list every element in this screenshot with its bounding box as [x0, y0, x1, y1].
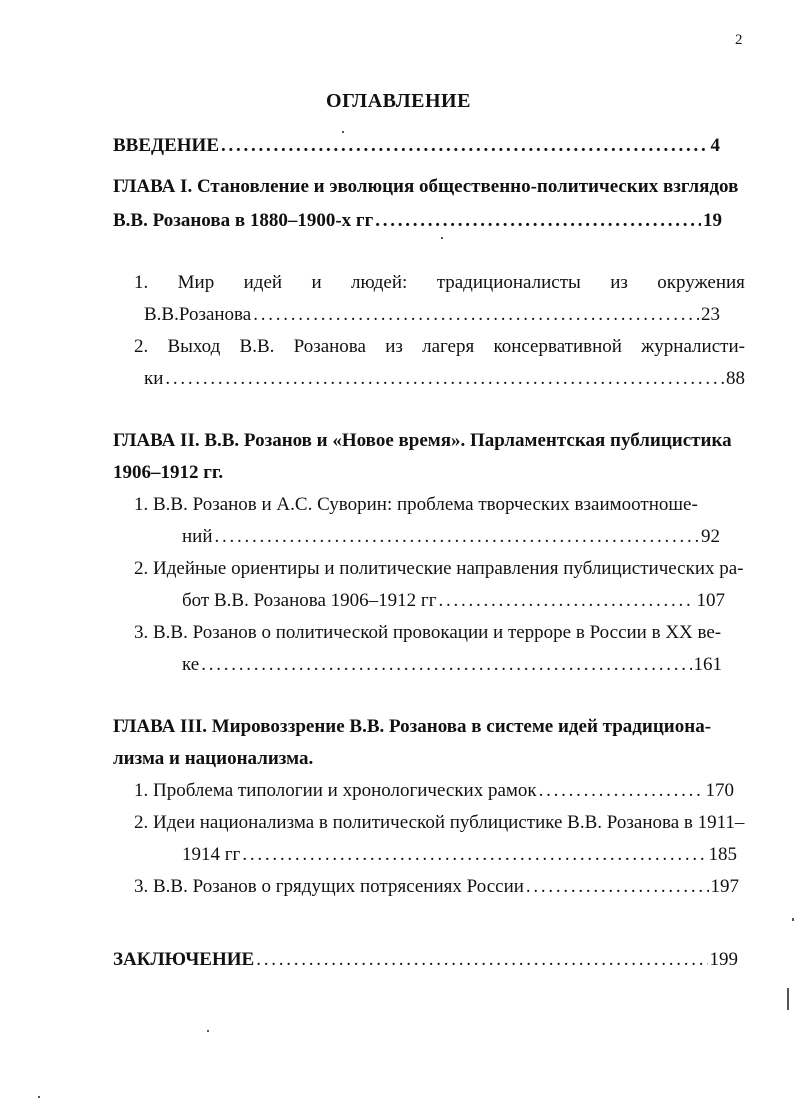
chapter-2-item-1-line-2[interactable]: [182, 525, 720, 549]
dot-leader: [165, 367, 724, 391]
entry-label: ке: [182, 654, 200, 675]
chapter-2-item-1-line-1[interactable]: 1. В.В. Розанов и А.С. Суворин: проблема творческих взаимоотноше-: [134, 494, 698, 515]
chapter-2-title-line-2[interactable]: 1906–1912 гг.: [113, 462, 224, 483]
scan-speck: [342, 131, 344, 133]
dot-leader: [221, 134, 709, 158]
entry-page: 161: [693, 654, 722, 675]
dot-leader: [215, 525, 699, 549]
scan-speck: [787, 988, 789, 1010]
toc-title: ОГЛАВЛЕНИЕ: [326, 90, 471, 112]
dot-leader: [439, 589, 695, 613]
entry-label: 3. В.В. Розанов о грядущих потрясениях России: [134, 876, 524, 897]
chapter-3-item-2-line-1[interactable]: 2. Идеи национализма в политической публицистике В.В. Розанова в 1911–: [134, 812, 745, 833]
chapter-2-item-2-line-1[interactable]: 2. Идейные ориентиры и политические направления публицистических ра-: [134, 558, 744, 579]
entry-label: В.В. Розанова в 1880–1900-х гг: [113, 210, 374, 231]
entry-page: 197: [710, 876, 739, 897]
entry-page: 23: [701, 304, 720, 325]
scan-speck: [792, 918, 794, 921]
dot-leader: [375, 209, 701, 233]
chapter-1-item-1-line-1[interactable]: 1. Мир идей и людей: традиционалисты из окружения: [134, 272, 745, 293]
toc-entry-introduction[interactable]: [113, 134, 720, 158]
chapter-3-item-2-line-2[interactable]: [182, 843, 737, 867]
entry-page: 199: [709, 949, 738, 970]
dot-leader: [539, 779, 704, 803]
chapter-2-title-line-1[interactable]: ГЛАВА II. В.В. Розанов и «Новое время». Парламентская публицистика: [113, 430, 732, 451]
dot-leader: [253, 303, 699, 327]
entry-label: В.В.Розанова: [144, 304, 252, 325]
dot-leader: [256, 948, 707, 972]
chapter-1-title-line-1[interactable]: ГЛАВА I. Становление и эволюция общественно-политических взглядов: [113, 176, 739, 197]
chapter-1-title-line-2[interactable]: [113, 209, 722, 233]
chapter-3-title-line-1[interactable]: ГЛАВА III. Мировоззрение В.В. Розанова в системе идей традициона-: [113, 716, 712, 737]
entry-page: 92: [701, 526, 720, 547]
scan-speck: [441, 237, 443, 239]
entry-page: 4: [710, 135, 720, 156]
entry-page: 170: [705, 780, 734, 801]
chapter-2-item-3-line-2[interactable]: [182, 653, 722, 677]
chapter-2-item-3-line-1[interactable]: 3. В.В. Розанов о политической провокации и терроре в России в ХХ ве-: [134, 622, 722, 643]
entry-label: ВВЕДЕНИЕ: [113, 135, 219, 156]
entry-label: ки: [144, 368, 164, 389]
entry-label: 1914 гг: [182, 844, 241, 865]
chapter-1-item-2-line-1[interactable]: 2. Выход В.В. Розанова из лагеря консервативной журналисти-: [134, 336, 745, 357]
chapter-2-item-2-line-2[interactable]: [182, 589, 725, 613]
chapter-1-item-2-line-2[interactable]: [144, 367, 745, 391]
entry-page: 107: [696, 590, 725, 611]
entry-label: ЗАКЛЮЧЕНИЕ: [113, 949, 255, 970]
chapter-3-item-3[interactable]: [134, 875, 739, 899]
chapter-3-title-line-2[interactable]: лизма и национализма.: [113, 748, 314, 769]
scan-speck: [207, 1030, 209, 1032]
entry-page: 19: [703, 210, 722, 231]
dot-leader: [526, 875, 709, 899]
scan-speck: [38, 1096, 40, 1098]
dot-leader: [201, 653, 691, 677]
entry-label: ний: [182, 526, 213, 547]
toc-entry-conclusion[interactable]: [113, 948, 738, 972]
entry-label: бот В.В. Розанова 1906–1912 гг: [182, 590, 437, 611]
entry-page: 88: [726, 368, 745, 389]
page-number: 2: [735, 32, 743, 48]
dot-leader: [242, 843, 706, 867]
chapter-3-item-1[interactable]: [134, 779, 734, 803]
entry-label: 1. Проблема типологии и хронологических рамок: [134, 780, 537, 801]
entry-page: 185: [708, 844, 737, 865]
chapter-1-item-1-line-2[interactable]: [144, 303, 720, 327]
